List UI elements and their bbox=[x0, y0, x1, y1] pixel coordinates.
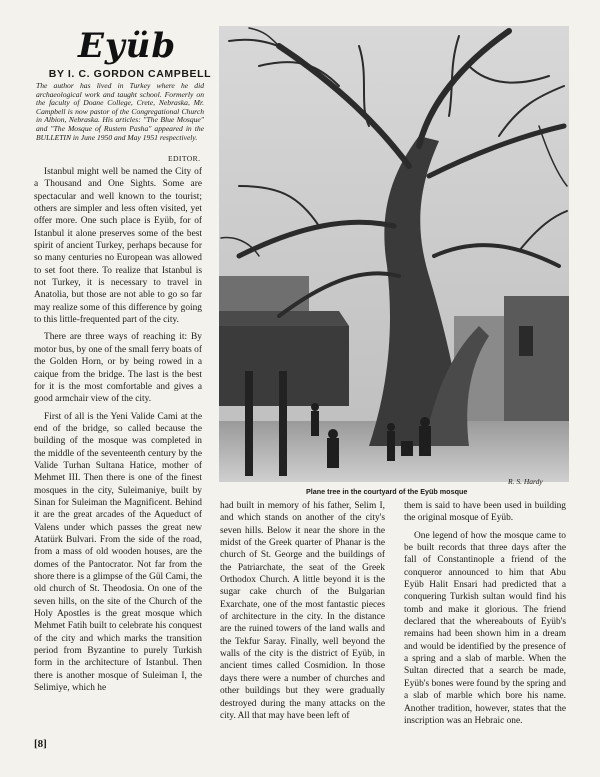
page-number: [8] bbox=[34, 738, 47, 750]
paragraph: One legend of how the mosque came to be built records that three days after the fall of Constantinople a friend of the conqueror announced to him that Abu Eyüb Halit Ensari had predicted that a conquering Turkish sultan would find his tomb and make it glorious. The friend declared that the whereabouts of Eyüb's remains had been shown him in a dream and would be identified by the presence of a spring and a slab of marble. When the Sultan directed that a search be made, Eyüb's bones were found by the spring and a slab of marble which bore his name. Another tradition, however, states that the inscription was an Hebraic one. bbox=[404, 530, 566, 726]
article-byline: BY I. C. GORDON CAMPBELL bbox=[48, 68, 212, 80]
text-column-1 bbox=[34, 166, 202, 694]
photo-credit: R. S. Hardy bbox=[508, 477, 543, 486]
article-title: Eyüb bbox=[78, 26, 177, 66]
paragraph: There are three ways of reaching it: By motor bus, by one of the small ferry boats of the Golden Horn, or by being rowed in a caique from the bridge. The last is the best for it is the most comfortable and gives a good armchair view of the city. bbox=[34, 332, 202, 405]
paragraph: Istanbul might well be named the City of a Thousand and One Sights. Some are spectacular and well known to the tourist; others are simpler and less often visited, yet offer more. One such place is Eyüb, for of Istanbul it alone preserves some of the best spirit of ancient Turkey, perhaps because for so many centuries no European was allowed to set foot there. To realize that Istanbul is not Turkey, it is necessary to travel in Anatolia, but those are not able to go so far may realize some of this difference by going to this little-frequented part of the city. bbox=[34, 167, 202, 326]
text-column-2 bbox=[220, 500, 385, 722]
text-column-3 bbox=[404, 500, 566, 727]
photo-caption: Plane tree in the courtyard of the Eyüb mosque bbox=[306, 487, 468, 496]
paragraph: them is said to have been used in building the original mosque of Eyüb. bbox=[404, 501, 566, 524]
editor-signature: EDITOR. bbox=[168, 154, 201, 163]
author-bio: The author has lived in Turkey where he did archaeological work and taught school. Formerly on the faculty of Doane College, Crete, Nebraska, Mr. Campbell is now pastor of the Congregational Church in Albion, Nebraska. His articles: "The Blue Mosque" and "The Mosque of Rustem Pasha" appeared in the BULLETIN in June 1950 and May 1951 respectively. bbox=[36, 81, 204, 142]
plane-tree-photo bbox=[219, 26, 569, 482]
paragraph: had built in memory of his father, Selim I, and which stands on another of the city's seven hills. Below it near the shore in the midst of the Greek quarter of Phanar is the church of St. George and the buildings of the Patriarchate, the seat of the Greek Orthodox Church. A little beyond it is the sugar cake church of the Bulgarian Exarchate, one of the most fantastic pieces of architecture in the city. In the distance are the ruined towers of the land walls and the Tekfur Saray. Finally, well beyond the walls of the city is the district of Eyüb, in ancient times called Cosmidion. In those days there were a number of churches and other buildings but they were gradually destroyed during the many attacks on the city. All that may have been left of bbox=[220, 501, 385, 721]
paragraph: First of all is the Yeni Valide Cami at the end of the bridge, so called because the building of the mosque was completed in the middle of the seventeenth century by the Valide Turhan Sultana Hatice, mother of Mehmet III. Then there is one of the finest mosques in the city, Suleimaniye, built by Sinan for Suleiman the Magnificent. Behind it are the great arcades of the Aqueduct of Valens under which passes the great new Atatürk Bulvari. From the side of the road, from a mass of old wooden houses, are the domes of the Pantocrator. Not far from the shore there is a glimpse of the Gül Cami, the old church of St. Theodosia. On one of the seven hills, on the site of the Church of the Holy Apostles is the great mosque which Mehmet Fatih built to celebrate his conquest of the city and which marks the transition period from Byzantine to purely Turkish form in the architecture of Istanbul. Then there is another mosque of Suleiman I, the Selimiye, which he bbox=[34, 411, 202, 694]
